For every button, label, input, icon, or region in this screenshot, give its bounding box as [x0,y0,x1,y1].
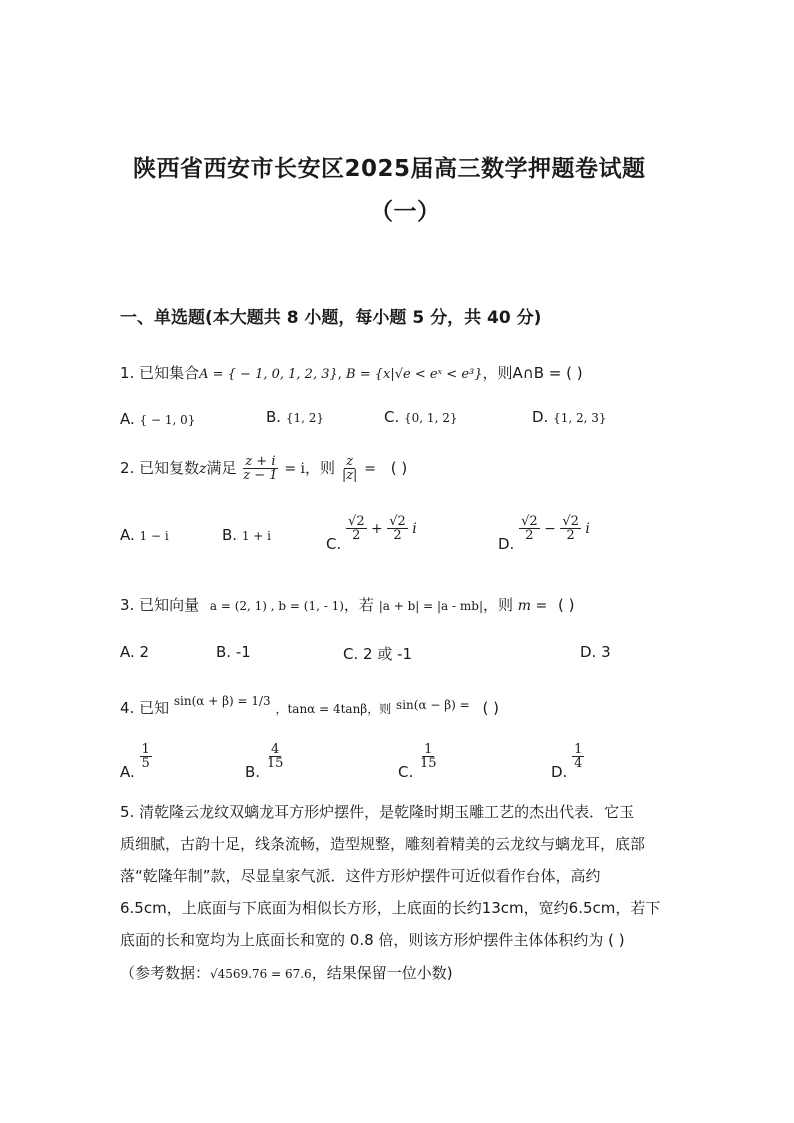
q2-option-d: D. $\frac{√2}{2}$ − $\frac{√2}{2}$ i [498,514,590,553]
q3-condition: |a + b| = |a - mb| [378,599,483,613]
q3-option-c: C. 2 或 -1 [343,645,413,663]
q1-option-d: D. {1, 2, 3} [532,408,607,426]
q4-ask: sin(α − β) = [396,698,470,712]
section-header: 一、单选题(本大题共 8 小题，每小题 5 分，共 40 分) [120,308,542,328]
q1-option-b: B. {1, 2} [266,408,325,426]
q4-option-a: A. $\frac{1}{5}$ [120,742,150,781]
q1-prefix: 1. 已知集合 [120,364,200,382]
q5-line-6: （参考数据：√4569.76 = 67.6，结果保留一位小数) [120,964,453,982]
q3-option-d: D. 3 [580,643,611,661]
q5-line-4: 6.5cm，上底面与下底面为相似长方形，上底面的长约13cm，宽约6.5cm，若下 [120,899,661,917]
q4-option-c: C. $\frac{1}{15}$ [398,742,437,781]
question-1: 1. 已知集合A = { − 1, 0, 1, 2, 3}, B = {x|√e < eˣ < e³}，则A∩B = ( ) [120,364,583,382]
question-2: 2. 已知复数z满足 $\frac{z + i}{z - 1}$ = i，则 $\frac{z}{|z|}$ = ( ) [120,454,408,483]
q3-vectors: a = (2, 1) , b = (1, - 1) [209,599,344,613]
q1-option-c: C. {0, 1, 2} [384,408,458,426]
q1-set-a: A = { − 1, 0, 1, 2, 3} [199,367,338,382]
q2-option-a: A. 1 − i [120,526,169,544]
page-title: 陕西省西安市长安区2025届高三数学押题卷试题 [133,156,646,182]
q5-reference-data: √4569.76 = 67.6 [210,967,312,981]
q5-line-1: 5. 清乾隆云龙纹双螭龙耳方形炉摆件，是乾隆时期玉雕工艺的杰出代表．它玉 [120,803,635,821]
q5-line-5: 底面的长和宽均为上底面长和宽的 0.8 倍，则该方形炉摆件主体体积约为 ( ) [120,931,625,949]
q2-fraction-2: $\frac{z}{|z|}$ [341,454,358,483]
q1-set-b: B = {x|√e < eˣ < e³} [346,367,483,382]
q3-option-a: A. 2 [120,643,150,661]
q4-condition-2: ，tanα = 4tanβ，则 [275,702,392,716]
question-4: 4. 已知 $^{sin(\alpha + \beta) = 1/3}$ ，tanα = 4tanβ，则 $^{sin(\alpha - \beta) =}$ ( ) [120,694,499,717]
q3-option-b: B. -1 [216,643,251,661]
q4-option-d: D. $\frac{1}{4}$ [551,742,583,781]
q5-line-2: 质细腻，古韵十足，线条流畅，造型规整，雕刻着精美的云龙纹与螭龙耳，底部 [120,835,646,853]
q2-option-c: C. $\frac{√2}{2}$ + $\frac{√2}{2}$ i [326,514,417,553]
q1-suffix: ，则A∩B = ( ) [482,364,583,382]
question-3: 3. 已知向量 a = (2, 1) , b = (1, - 1)，若 |a + b| = |a - mb|，则 m = ( ) [120,596,575,614]
q1-option-a: A. { − 1, 0} [120,410,196,428]
q2-option-b: B. 1 + i [222,526,271,544]
q5-line-3: 落“乾隆年制”款，尽显皇家气派．这件方形炉摆件可近似看作台体，高约 [120,867,601,885]
page-subtitle: （一） [370,199,441,225]
q4-option-b: B. $\frac{4}{15}$ [245,742,284,781]
q2-fraction: $\frac{z + i}{z - 1}$ [243,454,278,483]
q4-condition-1: sin(α + β) = 1/3 [173,694,271,708]
